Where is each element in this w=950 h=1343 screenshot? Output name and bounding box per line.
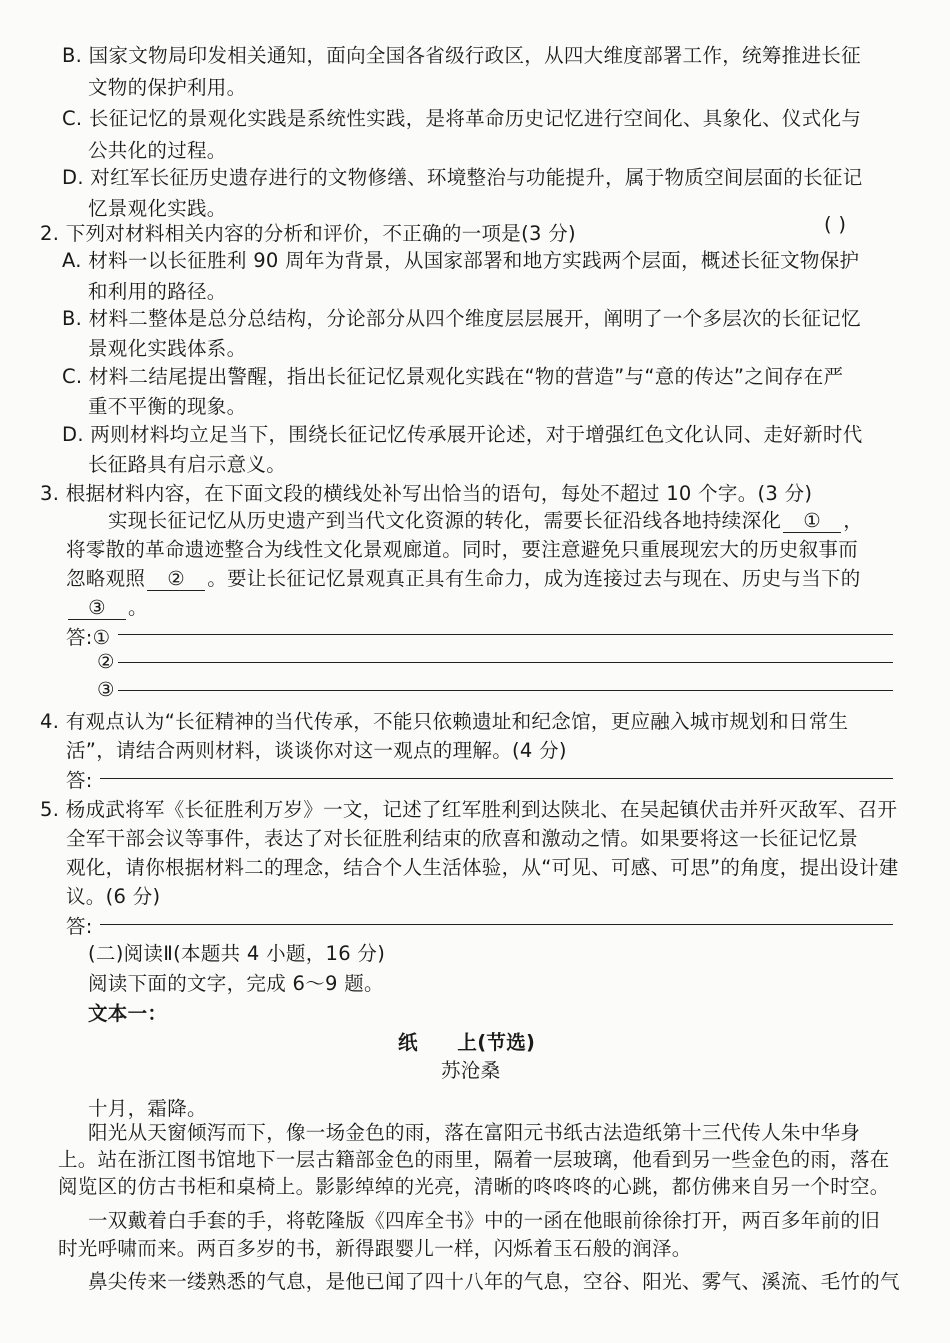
q1-option-b-line1: B. 国家文物局印发相关通知，面向全国各省级行政区，从四大维度部署工作，统筹推进长征 — [62, 44, 861, 67]
q3-answer-line-2[interactable] — [118, 662, 893, 663]
q5-stem-line2: 全军干部会议等事件，表达了对长征胜利结束的欣喜和激动之情。如果要将这一长征记忆景 — [66, 827, 859, 850]
passage-line-5: 一双戴着白手套的手，将乾隆版《四库全书》中的一函在他眼前徐徐打开，两百多年前的旧 — [88, 1209, 881, 1232]
passage-line-4: 阅览区的仿古书柜和桌椅上。影影绰绰的光亮，清晰的咚咚咚的心跳，都仿佛来自另一个时空。 — [58, 1175, 890, 1198]
passage-line-2: 阳光从天窗倾泻而下，像一场金色的雨，落在富阳元书纸古法造纸第十三代传人朱中华身 — [88, 1121, 861, 1144]
q3-blank-2[interactable]: ② — [147, 567, 205, 591]
q3-passage-text3b: 。要让长征记忆景观真正具有生命力，成为连接过去与现在、历史与当下的 — [207, 567, 861, 590]
q3-answer-line-1[interactable] — [118, 634, 893, 635]
q3-answer-label-1: 答:① — [66, 626, 111, 649]
q2-option-c-line1: C. 材料二结尾提出警醒，指出长征记忆景观化实践在“物的营造”与“意的传达”之间存在严 — [62, 365, 844, 388]
q3-passage-text1: 实现长征记忆从历史遗产到当代文化资源的转化，需要长征沿线各地持续深化 — [108, 509, 782, 532]
q5-stem-line3: 观化，请你根据材料二的理念，结合个人生活体验，从“可见、可感、可思”的角度，提出设计建 — [66, 856, 899, 879]
q3-answer-line-3[interactable] — [118, 690, 893, 691]
text-one-label: 文本一： — [88, 1002, 168, 1025]
q5-answer-line[interactable] — [100, 924, 893, 925]
q1-option-d-line2: 忆景观化实践。 — [88, 197, 227, 220]
q2-option-b-line2: 景观化实践体系。 — [88, 337, 247, 360]
q3-stem: 3. 根据材料内容，在下面文段的横线处补写出恰当的语句，每处不超过 10 个字。(3 分) — [40, 482, 813, 505]
q1-option-c-line1: C. 长征记忆的景观化实践是系统性实践，是将革命历史记忆进行空间化、具象化、仪式化与 — [62, 107, 862, 130]
q3-answer-label-2: ② — [97, 650, 115, 673]
q3-answer-label-3: ③ — [97, 678, 115, 701]
q3-blank-1[interactable]: ① — [783, 509, 841, 533]
q4-answer-line[interactable] — [100, 778, 893, 779]
q5-answer-label: 答: — [66, 915, 93, 938]
q3-passage-line2: 将零散的革命遗迹整合为线性文化景观廊道。同时，要注意避免只重展现宏大的历史叙事而 — [66, 538, 859, 561]
passage-line-1: 十月，霜降。 — [88, 1097, 207, 1120]
q2-option-b-line1: B. 材料二整体是总分总结构，分论部分从四个维度层层展开，阐明了一个多层次的长征记忆 — [62, 307, 861, 330]
q4-stem-line1: 4. 有观点认为“长征精神的当代传承，不能只依赖遗址和纪念馆，更应融入城市规划和日常生 — [40, 710, 849, 733]
q3-passage-line3 — [66, 563, 861, 591]
passage-line-7: 鼻尖传来一缕熟悉的气息，是他已闻了四十八年的气息，空谷、阳光、雾气、溪流、毛竹的气 — [88, 1270, 900, 1293]
q3-blank-3[interactable]: ③ — [68, 596, 126, 620]
q4-answer-label: 答: — [66, 769, 93, 792]
q3-passage-text4: 。 — [128, 596, 148, 619]
q5-stem-line4: 议。(6 分) — [66, 885, 161, 908]
q1-option-c-line2: 公共化的过程。 — [88, 139, 227, 162]
passage-author: 苏沧桑 — [441, 1059, 501, 1082]
q5-stem-line1: 5. 杨成武将军《长征胜利万岁》一文，记述了红军胜利到达陕北、在吴起镇伏击并歼灭敌军、召开 — [40, 798, 898, 821]
passage-title: 纸 上(节选) — [398, 1031, 536, 1054]
passage-line-3: 上。站在浙江图书馆地下一层古籍部金色的雨里，隔着一层玻璃，他看到另一些金色的雨，落在 — [58, 1148, 890, 1171]
q3-passage-line1: 实现长征记忆从历史遗产到当代文化资源的转化，需要长征沿线各地持续深化 ① ， — [108, 509, 864, 532]
q3-passage-text3a: 忽略观照 — [66, 567, 146, 590]
q2-stem: 2. 下列对材料相关内容的分析和评价，不正确的一项是(3 分) — [40, 222, 576, 245]
q1-option-b-line2: 文物的保护利用。 — [88, 76, 247, 99]
q3-passage-line4 — [66, 592, 148, 620]
q1-option-d-line1: D. 对红军长征历史遗存进行的文物修缮、环境整治与功能提升，属于物质空间层面的长征记 — [62, 166, 863, 189]
q2-answer-bracket: ( ) — [824, 213, 847, 236]
q2-option-c-line2: 重不平衡的现象。 — [88, 395, 247, 418]
q2-option-a-line1: A. 材料一以长征胜利 90 周年为背景，从国家部署和地方实践两个层面，概述长征文物保护 — [62, 249, 860, 272]
q2-option-a-line2: 和利用的路径。 — [88, 280, 227, 303]
passage-line-6: 时光呼啸而来。两百多岁的书，新得跟婴儿一样，闪烁着玉石般的润泽。 — [58, 1237, 692, 1260]
q4-stem-line2: 活”，请结合两则材料，谈谈你对这一观点的理解。(4 分) — [66, 739, 567, 762]
section-header: (二)阅读Ⅱ(本题共 4 小题，16 分) — [88, 942, 386, 965]
section-instruction: 阅读下面的文字，完成 6～9 题。 — [88, 972, 384, 995]
q2-option-d-line1: D. 两则材料均立足当下，围绕长征记忆传承展开论述，对于增强红色文化认同、走好新时代 — [62, 423, 863, 446]
q2-option-d-line2: 长征路具有启示意义。 — [88, 453, 287, 476]
